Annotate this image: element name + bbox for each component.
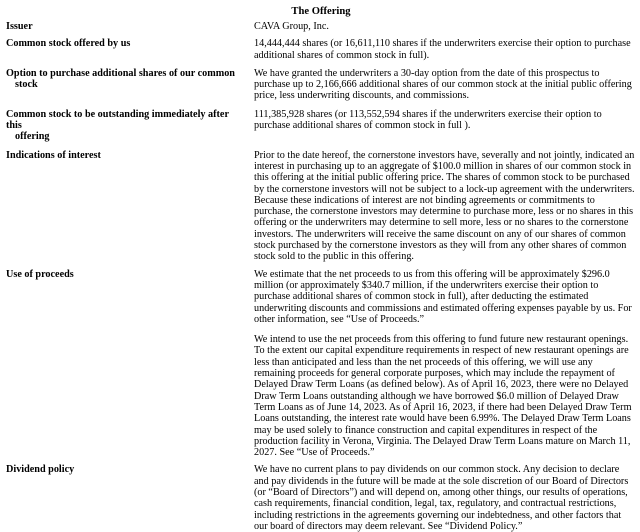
label-line: Common stock to be outstanding immediately after this bbox=[6, 108, 229, 132]
value-text: 14,444,444 shares (or 16,611,110 shares if the underwriters exercise their option to purchase additional shares of common stock in full). bbox=[254, 38, 631, 61]
row-common-stock-offered bbox=[6, 38, 636, 61]
value-text: CAVA Group, Inc. bbox=[254, 21, 329, 32]
row-label: Issuer bbox=[6, 21, 33, 32]
label-line-continued: stock bbox=[15, 79, 38, 91]
value-text: Prior to the date hereof, the cornerstone investors have, severally and not jointly, indicated an interest in purchasing up to an aggregate of $100.0 million in shares of our common stock in this offering at the initial public offering price. The shares of common stock to be purchased by the cornerstone investors will not be subject to a lock-up agreement with the underwriters. Because these indications of interest are not binding agreements or commitments to purchase, the cornerstone investors may determine to purchase more, less or no shares in this offering or the underwriters may determine to sell more, less or no shares to the cornerstone investors. The underwriters will receive the same discount on any of our shares of common stock purchased by the cornerstone investors as they will from any other shares of common stock sold to the public in this offering. bbox=[254, 149, 635, 263]
label-line: Option to purchase additional shares of our common bbox=[6, 67, 235, 79]
row-label bbox=[6, 68, 254, 91]
row-value bbox=[254, 269, 636, 459]
row-label: Dividend policy bbox=[6, 464, 75, 476]
section-title: The Offering bbox=[291, 6, 351, 17]
row-indications-of-interest bbox=[6, 150, 636, 263]
value-paragraph-2: We intend to use the net proceeds from this offering to fund future new restaurant openings. To the extent our capital expenditure requirements in respect of new restaurant openings are less than anticipated and less than the net proceeds of this offering, we will use any remaining proceeds for general corporate purposes, which may include the repayment of Delayed Draw Term Loans (as defined below). As of April 16, 2023, there were no Delayed Draw Term Loans outstanding although we have borrowed $6.0 million of Delayed Draw Term Loans as of June 14, 2023. As of April 16, 2023, if there had been Delayed Draw Term Loans outstanding, the interest rate would have been 6.99%. The Delayed Draw Term Loans may be used solely to finance construction and capital expenditures in respect of the production facility in Verona, Virginia. The Delayed Draw Term Loans mature on March 11, 2027. See “Use of Proceeds.” bbox=[254, 334, 632, 459]
value-paragraph-1: We estimate that the net proceeds to us from this offering will be approximately $296.0 million (or approximately $340.7 million, if the underwriters exercise their option to purchase additional shares of common stock in full), after deducting the estimated underwriting discounts and commissions and estimated offering expenses payable by us. For other information, see “Use of Proceeds.” bbox=[254, 268, 632, 325]
row-value bbox=[254, 21, 636, 32]
row-value bbox=[254, 150, 636, 263]
value-text: 111,385,928 shares (or 113,552,594 shares if the underwriters exercise their option to purchase additional shares of common stock in full ). bbox=[254, 108, 602, 132]
row-label: Use of proceeds bbox=[6, 268, 74, 280]
label-line-continued: offering bbox=[15, 131, 50, 143]
row-value bbox=[254, 464, 636, 532]
row-value bbox=[254, 109, 636, 132]
row-use-of-proceeds bbox=[6, 269, 636, 459]
row-issuer bbox=[6, 21, 636, 32]
row-dividend-policy bbox=[6, 464, 636, 532]
row-label: Common stock offered by us bbox=[6, 38, 131, 50]
row-value bbox=[254, 68, 636, 102]
row-label: Indications of interest bbox=[6, 149, 101, 161]
row-option-additional-shares bbox=[6, 68, 636, 102]
row-stock-outstanding bbox=[6, 109, 636, 143]
row-value bbox=[254, 38, 636, 61]
value-text: We have granted the underwriters a 30-day option from the date of this prospectus to purchase up to 2,166,666 additional shares of our common stock at the initial public offering price, less underwriting discounts, and commissions. bbox=[254, 67, 632, 102]
row-label bbox=[6, 109, 254, 143]
value-text: We have no current plans to pay dividends on our common stock. Any decision to declare and pay dividends in the future will be made at the sole discretion of our Board of Directors (or “Board of Directors”) and will depend on, among other things, our results of operations, cash requirements, financial condition, legal, tax, regulatory, and contractual restrictions, including restrictions in the agreements governing our indebtedness, and other factors that our board of directors may deem relevant. See “Dividend Policy.” bbox=[254, 464, 629, 532]
